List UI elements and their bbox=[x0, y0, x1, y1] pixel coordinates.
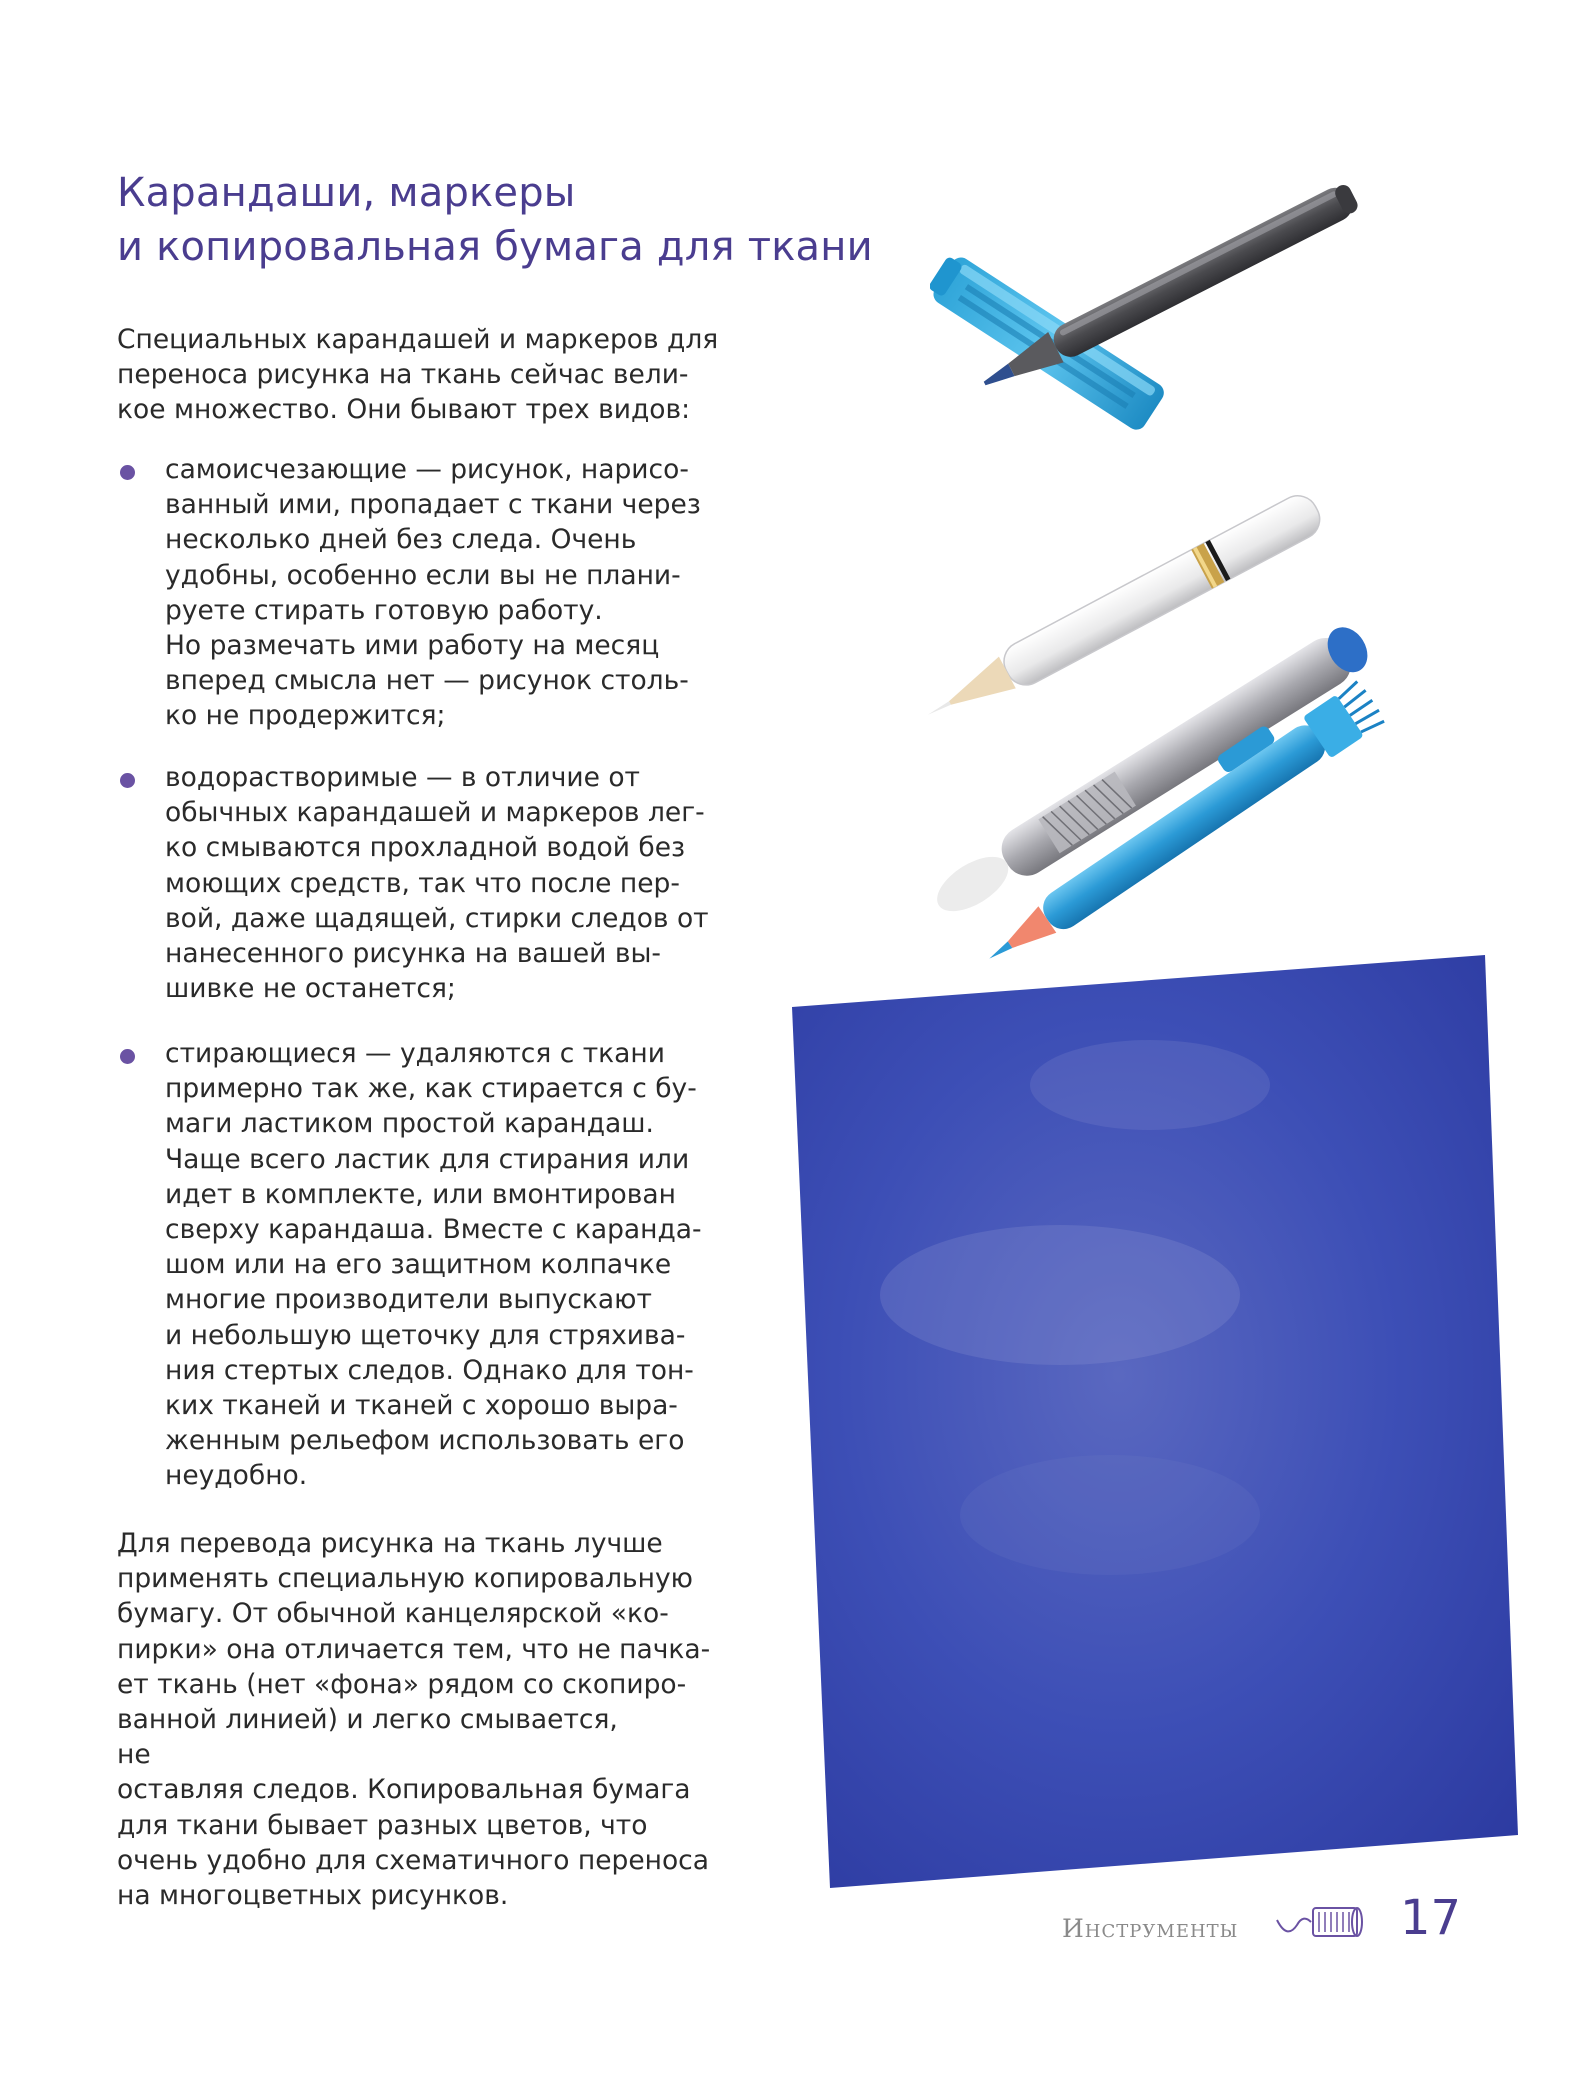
text-line: многие производители выпускают bbox=[165, 1284, 652, 1316]
bullet-dot bbox=[120, 773, 135, 788]
page-title-line-1: Карандаши, маркеры bbox=[117, 170, 576, 216]
text-line: шом или на его защитном колпачке bbox=[165, 1249, 672, 1281]
text-line: на многоцветных рисунков. bbox=[117, 1880, 509, 1912]
text-line: самоисчезающие — рисунок, нарисо- bbox=[165, 454, 689, 485]
text-line: переноса рисунка на ткань сейчас вели- bbox=[117, 359, 689, 391]
text-line: ния стертых следов. Однако для тон- bbox=[165, 1354, 694, 1386]
text-line: вперед смысла нет — рисунок столь- bbox=[165, 665, 689, 697]
text-line: руете стирать готовую работу. bbox=[165, 594, 603, 626]
text-line: ко смываются прохладной водой без bbox=[165, 832, 686, 864]
text-line: применять специальную копировальную bbox=[117, 1563, 693, 1595]
text-line: ко не продержится; bbox=[165, 700, 446, 732]
section-label: Инструменты bbox=[1062, 1914, 1239, 1943]
bullet-text bbox=[165, 452, 701, 734]
bullet-text bbox=[165, 760, 709, 1006]
chalk-pencil-set-photo bbox=[920, 600, 1440, 960]
bullet-text bbox=[165, 1036, 702, 1494]
text-line: сверху карандаша. Вместе с каранда- bbox=[165, 1214, 702, 1246]
text-line: пирки» она отличается тем, что не пачка- bbox=[117, 1633, 711, 1665]
text-line: моющих средств, так что после пер- bbox=[165, 867, 680, 899]
text-line: ких тканей и тканей с хорошо выра- bbox=[165, 1390, 678, 1422]
text-line: шивке не останется; bbox=[165, 973, 456, 1005]
text-line: женным рельефом использовать его bbox=[165, 1425, 685, 1457]
text-line: нанесенного рисунка на вашей вы- bbox=[165, 938, 661, 970]
bullet-dot bbox=[120, 1049, 135, 1064]
text-line: примерно так же, как стирается с бу- bbox=[165, 1073, 697, 1105]
text-line: идет в комплекте, или вмонтирован bbox=[165, 1178, 676, 1210]
page-title bbox=[117, 166, 937, 274]
intro-paragraph bbox=[117, 322, 757, 428]
text-line: бумагу. От обычной канцелярской «ко- bbox=[117, 1598, 669, 1630]
outro-paragraph bbox=[117, 1526, 757, 1913]
text-line: обычных карандашей и маркеров лег- bbox=[165, 797, 705, 829]
text-line: стирающиеся — удаляются с ткани bbox=[165, 1038, 665, 1069]
text-line: кое множество. Они бывают трех видов: bbox=[117, 394, 691, 426]
text-line: Но размечать ими работу на месяц bbox=[165, 630, 660, 662]
thread-spool-icon bbox=[1275, 1900, 1370, 1950]
text-line: ванный ими, пропадает с ткани через bbox=[165, 489, 701, 521]
bullet-dot bbox=[120, 465, 135, 480]
text-line: для ткани бывает разных цветов, что bbox=[117, 1809, 648, 1841]
text-line: несколько дней без следа. Очень bbox=[165, 524, 637, 556]
text-line: Специальных карандашей и маркеров для bbox=[117, 324, 719, 355]
text-line: Для перевода рисунка на ткань лучше bbox=[117, 1528, 663, 1559]
text-line: очень удобно для схематичного переноса bbox=[117, 1844, 709, 1876]
text-line: и небольшую щеточку для стряхива- bbox=[165, 1319, 686, 1351]
transfer-paper-photo bbox=[790, 955, 1520, 1890]
text-line: водорастворимые — в отличие от bbox=[165, 762, 640, 793]
page-number: 17 bbox=[1400, 1890, 1462, 1946]
text-line: Чаще всего ластик для стирания или bbox=[165, 1143, 690, 1175]
text-line: оставляя следов. Копировальная бумага bbox=[117, 1774, 691, 1806]
text-line: маги ластиком простой карандаш. bbox=[165, 1108, 654, 1140]
text-line: ванной линией) и легко смывается, bbox=[117, 1704, 618, 1736]
page-title-line-2: и копировальная бумага для ткани bbox=[117, 224, 873, 270]
text-line: вой, даже щадящей, стирки следов от bbox=[165, 902, 709, 934]
text-line: ет ткань (нет «фона» рядом со скопиро- bbox=[117, 1668, 687, 1700]
text-line: неудобно. bbox=[165, 1460, 308, 1492]
text-line: удобны, особенно если вы не плани- bbox=[165, 559, 681, 591]
text-line: не bbox=[117, 1739, 151, 1771]
